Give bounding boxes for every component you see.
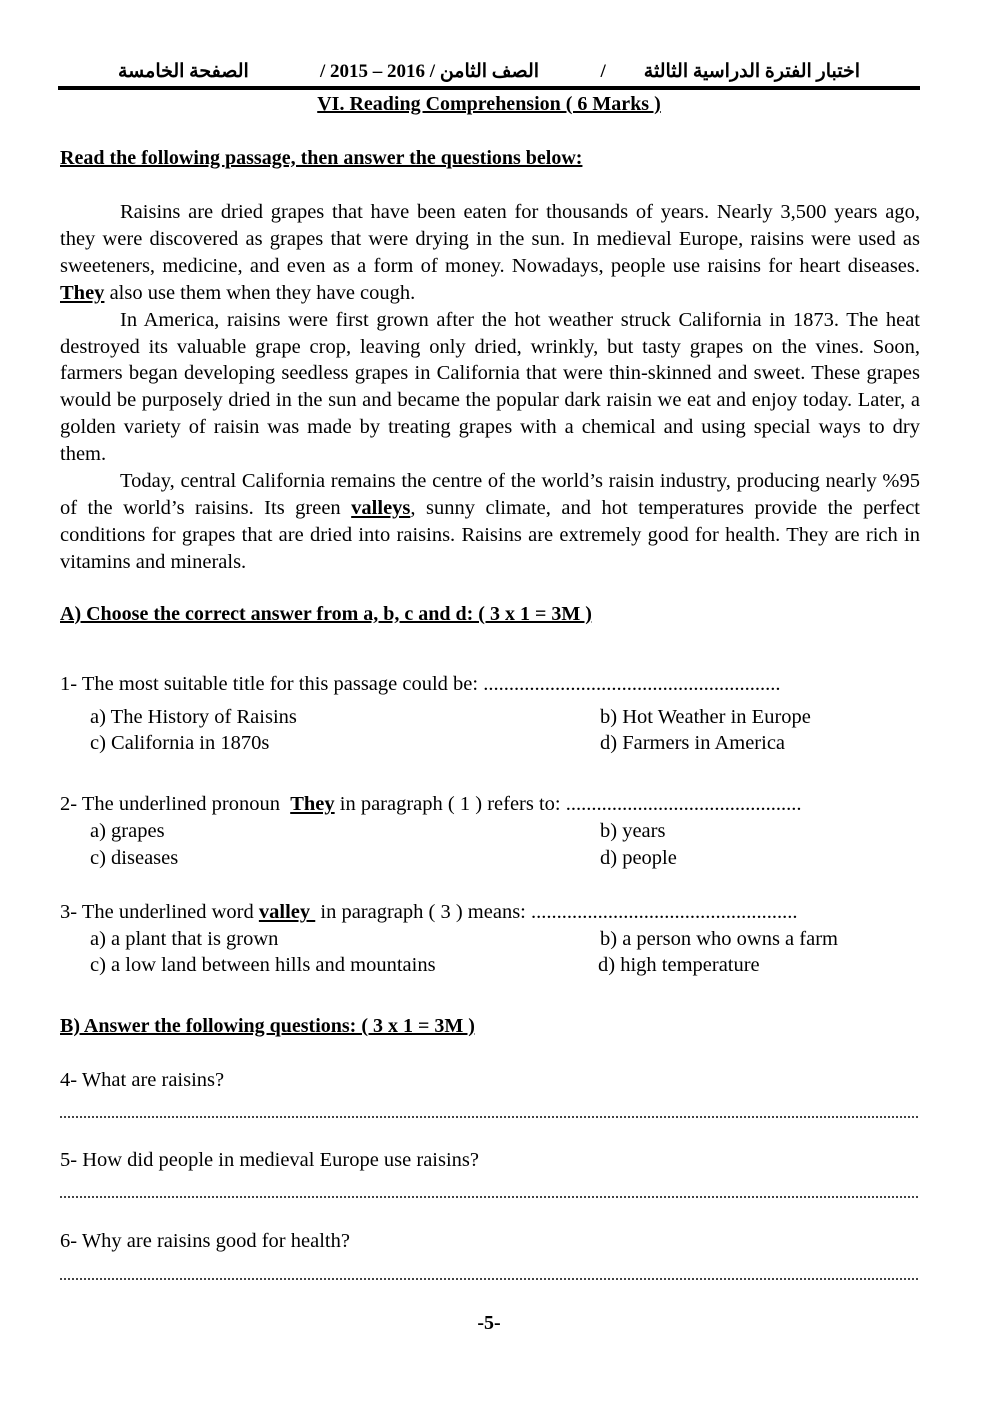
q3-prefix: 3- The underlined word — [60, 901, 259, 923]
question-6: 6- Why are raisins good for health? — [60, 1230, 350, 1252]
q3-option-c[interactable]: c) a low land between hills and mountains — [90, 954, 436, 976]
answer-line-6[interactable] — [60, 1258, 918, 1280]
question-3 — [60, 901, 920, 924]
school-year: / 2015 – 2016 / — [320, 61, 436, 82]
answer-line-5[interactable] — [60, 1176, 918, 1198]
paragraph-3-end: , sunny climate, and hot temperatures provide the perfect conditions for grapes that are dried into raisins. Raisins are extremely good for health. They are rich in vitamins and minerals. — [60, 496, 920, 573]
page-label: الصفحة الخامسة — [118, 61, 249, 82]
question-2 — [60, 793, 920, 816]
grade-label: الصف الثامن — [439, 61, 540, 82]
section-title: VI. Reading Comprehension ( 6 Marks ) — [317, 93, 661, 115]
exam-period-label: اختبار الفترة الدراسية الثالثة — [643, 61, 860, 82]
q2-prefix: 2- The underlined pronoun — [60, 793, 291, 815]
question-1: 1- The most suitable title for this passage could be: .......................................................... — [60, 673, 781, 695]
question-5: 5- How did people in medieval Europe use raisins? — [60, 1149, 479, 1171]
paragraph-3 — [60, 468, 920, 576]
underlined-they: They — [60, 281, 105, 304]
q2-option-c[interactable]: c) diseases — [90, 847, 179, 869]
q2-option-b[interactable]: b) years — [600, 820, 666, 842]
underlined-valleys: valleys — [351, 496, 411, 519]
paragraph-3-text: Today, central California remains the centre of the world’s raisin industry, producing nearly %95 of the world’s raisins. Its green — [60, 470, 920, 519]
q3-option-a[interactable]: a) a plant that is grown — [90, 928, 279, 950]
q1-option-d[interactable]: d) Farmers in America — [600, 732, 786, 754]
q1-option-a[interactable]: a) The History of Raisins — [90, 706, 297, 728]
q1-option-c[interactable]: c) California in 1870s — [90, 732, 270, 754]
instruction: Read the following passage, then answer the questions below: — [60, 147, 583, 169]
grade-year — [320, 60, 539, 83]
q3-option-d[interactable]: d) high temperature — [598, 954, 760, 976]
header-separator: / — [600, 61, 606, 82]
q3-option-b[interactable]: b) a person who owns a farm — [600, 928, 838, 950]
paragraph-2: In America, raisins were first grown after the hot weather struck California in 1873. The heat destroyed its valuable grape crop, leaving only dried, wrinkly, but tasty grapes on the vines. Soon, farmers began developing seedless grapes in California that were thin-skinned and sweet. These grapes would be purposely dried in the sun and became the popular dark raisin we eat and enjoy today. Later, a golden variety of raisin was made by treating grapes with a chemical and using special ways to dry them. — [60, 308, 920, 466]
exam-title — [601, 60, 860, 83]
q1-option-b[interactable]: b) Hot Weather in Europe — [600, 706, 811, 728]
answer-line-4[interactable] — [60, 1096, 918, 1118]
part-b-title: B) Answer the following questions: ( 3 x 1 = 3M ) — [60, 1015, 475, 1037]
question-4: 4- What are raisins? — [60, 1069, 225, 1091]
page-header — [58, 56, 920, 90]
paragraph-1-end: also use them when they have cough. — [104, 281, 416, 304]
q2-option-d[interactable]: d) people — [600, 847, 677, 869]
q3-suffix: in paragraph ( 3 ) means: .................................................... — [315, 901, 798, 923]
reading-passage — [60, 199, 920, 576]
q2-underlined-word: They — [290, 793, 335, 815]
q2-option-a[interactable]: a) grapes — [90, 820, 165, 842]
paragraph-1 — [60, 199, 920, 307]
part-a-title: A) Choose the correct answer from a, b, c and d: ( 3 x 1 = 3M ) — [60, 603, 592, 625]
paragraph-1-text: Raisins are dried grapes that have been eaten for thousands of years. Nearly 3,500 years ago, they were discovered as grapes that were drying in the sun. In medieval Europe, raisins were used as sweeteners, medicine, and even as a form of money. Nowadays, people use raisins for heart diseases. — [60, 201, 920, 277]
page-number: -5- — [477, 1312, 501, 1334]
q3-underlined-word: valley — [258, 901, 316, 923]
q2-suffix: in paragraph ( 1 ) refers to: .............................................. — [334, 793, 802, 815]
